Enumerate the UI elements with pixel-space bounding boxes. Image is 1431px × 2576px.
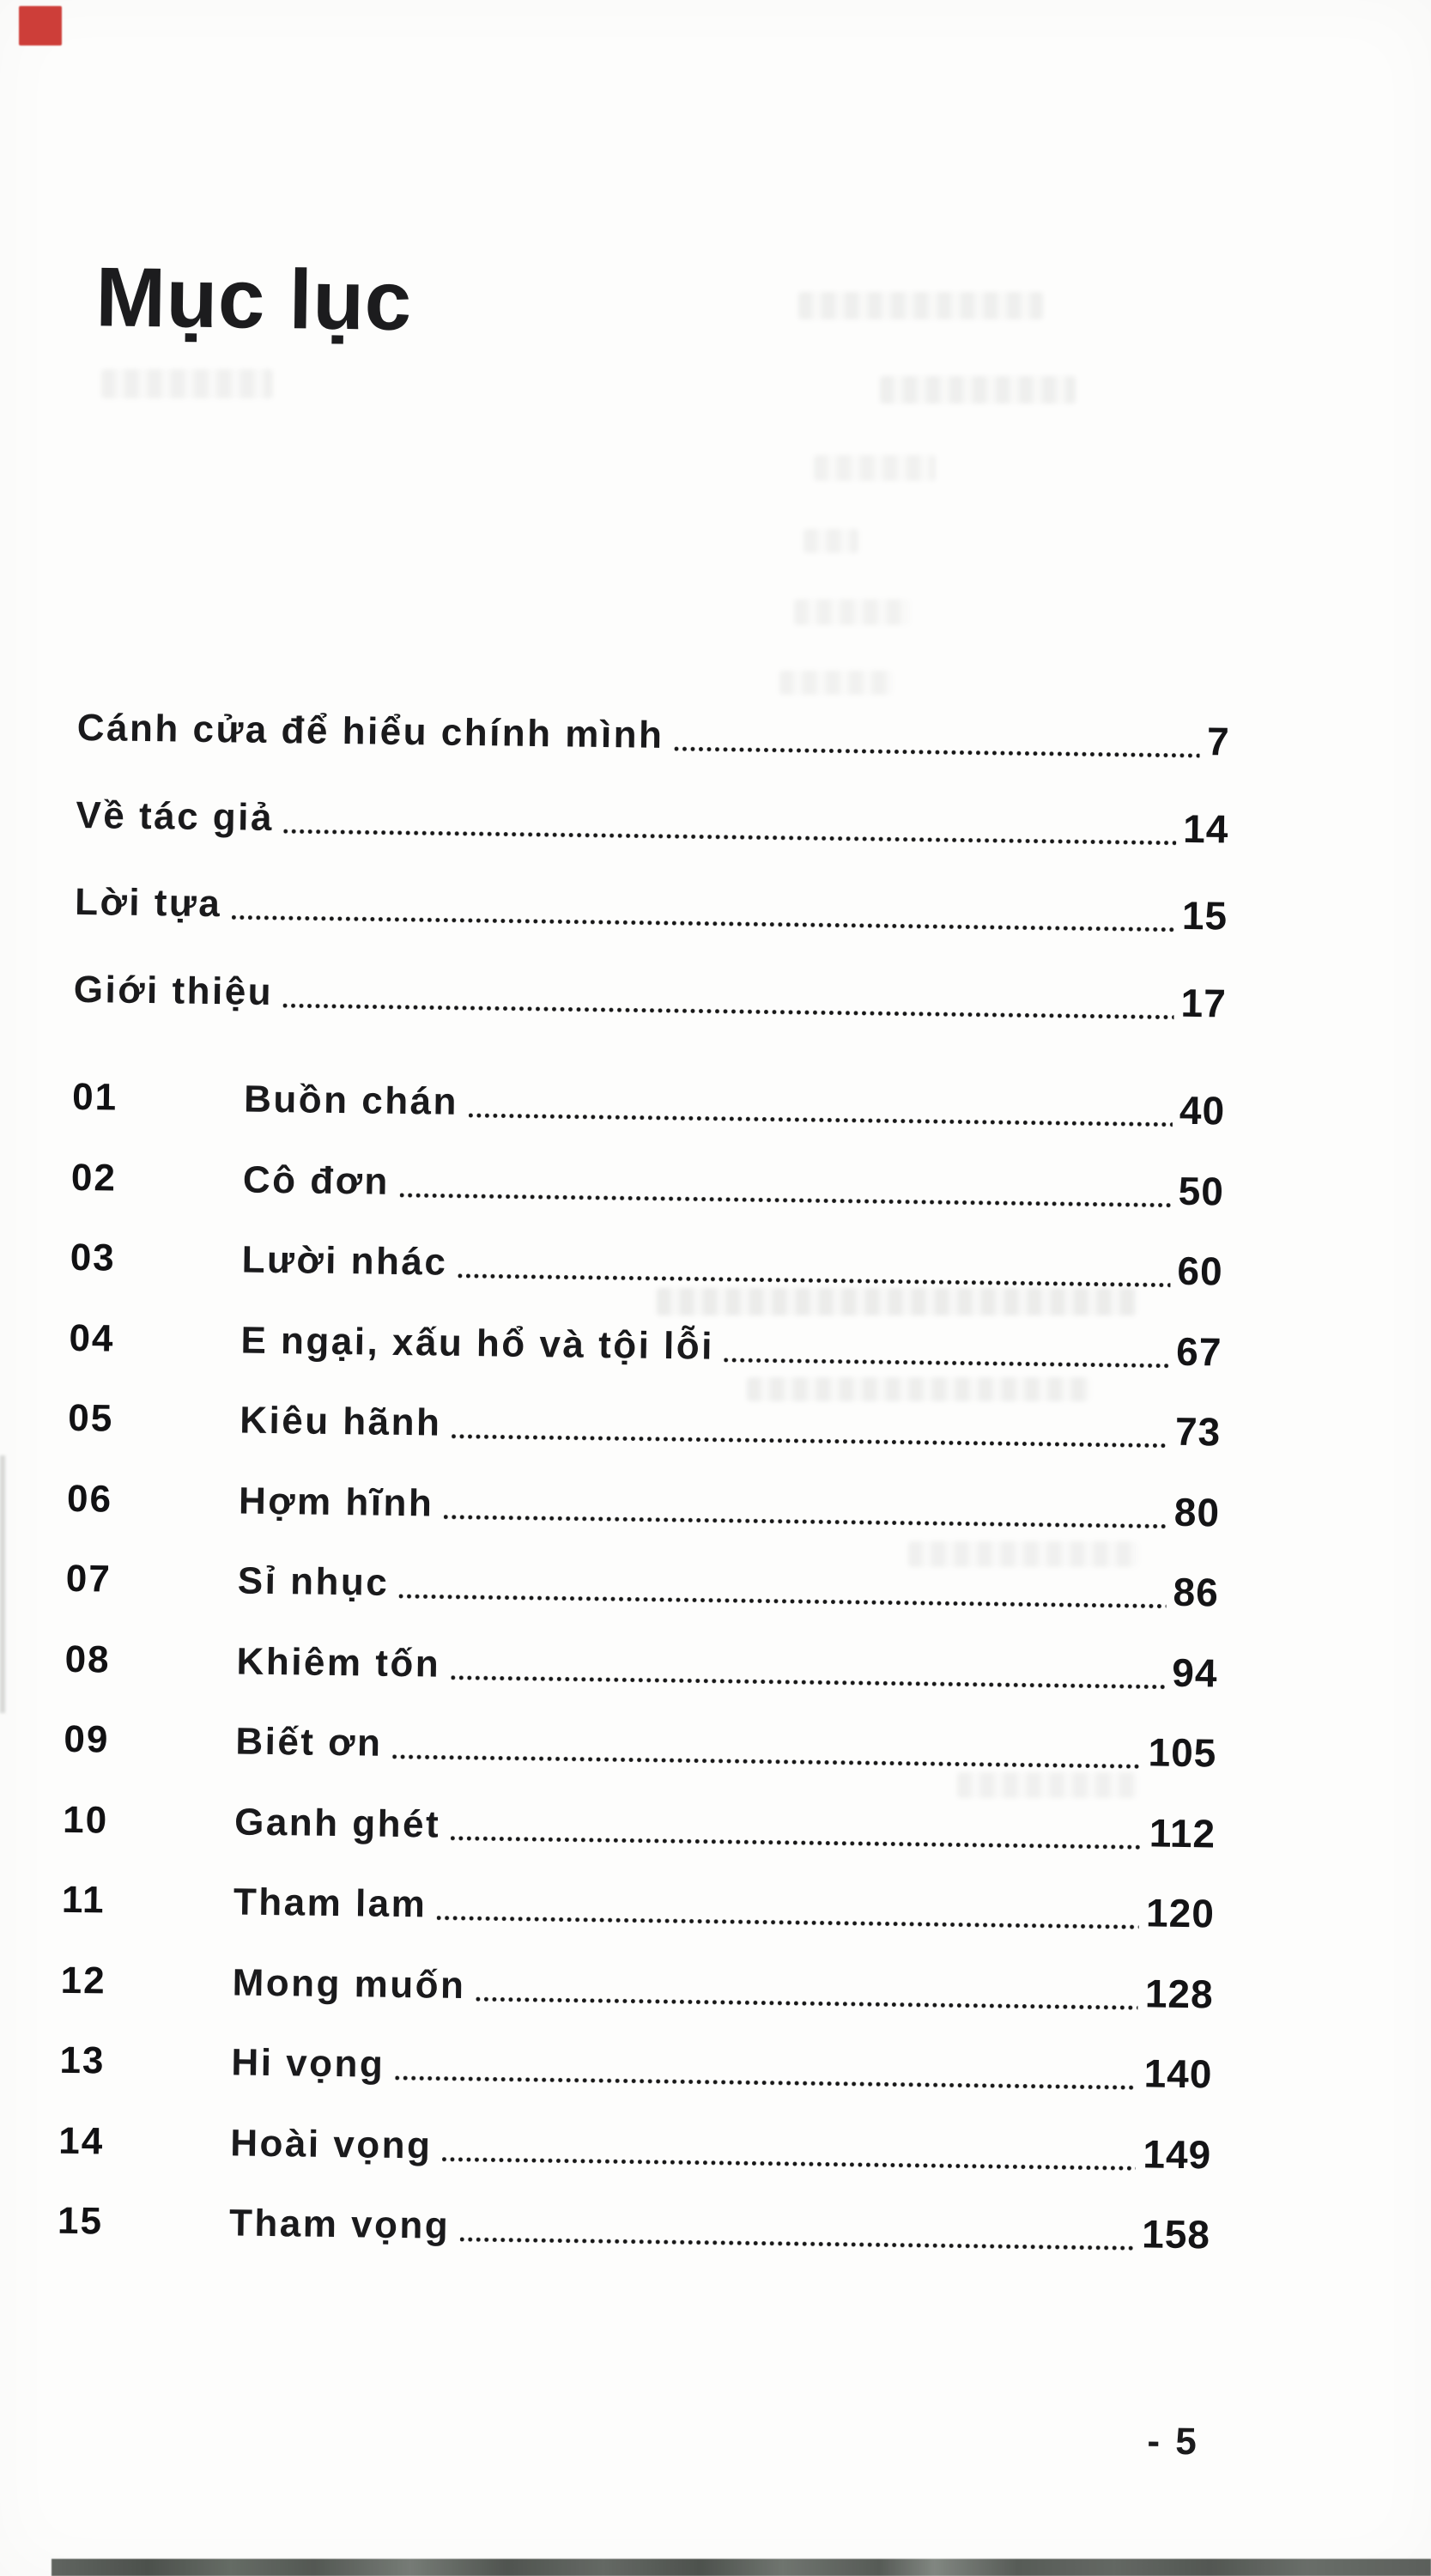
dotted-leader — [476, 1996, 1137, 2010]
dotted-leader — [460, 2237, 1135, 2251]
chapter-number: 12 — [60, 1959, 107, 2002]
entry-title: Lời tựa — [74, 880, 222, 926]
entry-page-number: 158 — [1141, 2211, 1211, 2257]
dotted-leader — [392, 1753, 1141, 1768]
toc-row — [64, 1716, 1217, 1777]
toc-row — [69, 1315, 1222, 1376]
dotted-leader — [458, 1273, 1170, 1287]
entry-page-number: 80 — [1173, 1489, 1221, 1535]
dotted-leader — [232, 914, 1175, 932]
chapter-number: 06 — [66, 1477, 113, 1521]
dotted-leader — [399, 1594, 1166, 1609]
entry-title: Hợm hĩnh — [238, 1479, 434, 1525]
entry-page-number: 50 — [1178, 1168, 1225, 1214]
entry-page-number: 120 — [1145, 1890, 1216, 1936]
dotted-leader — [444, 1514, 1167, 1528]
toc-row — [75, 878, 1228, 939]
toc-row — [71, 1154, 1225, 1215]
entry-page-number: 40 — [1179, 1087, 1226, 1133]
chapter-number: 02 — [70, 1156, 118, 1200]
entry-title: Hoài vọng — [229, 2122, 433, 2167]
entry-page-number: 15 — [1181, 892, 1228, 939]
dotted-leader — [283, 1003, 1174, 1020]
entry-page-number: 86 — [1173, 1569, 1220, 1615]
chapter-number: 05 — [67, 1396, 114, 1440]
toc-row — [63, 1796, 1216, 1857]
toc-row — [73, 966, 1227, 1027]
entry-title: Tham lam — [233, 1880, 427, 1926]
dotted-leader — [400, 1193, 1172, 1208]
dotted-leader — [674, 746, 1200, 758]
entry-page-number: 60 — [1177, 1248, 1224, 1294]
entry-title: Khiêm tốn — [236, 1640, 441, 1686]
entry-title: Về tác giả — [76, 793, 275, 839]
chapter-number: 04 — [69, 1316, 115, 1360]
entry-page-number: 7 — [1206, 719, 1231, 764]
entry-page-number: 94 — [1172, 1649, 1218, 1696]
dotted-leader — [469, 1113, 1173, 1127]
entry-page-number: 105 — [1148, 1729, 1217, 1776]
chapter-number: 15 — [57, 2199, 104, 2243]
entry-title: Hi vọng — [231, 2041, 385, 2086]
entry-title: E ngại, xấu hổ và tội lỗi — [240, 1319, 715, 1368]
entry-page-number: 67 — [1175, 1328, 1222, 1375]
chapter-number: 11 — [61, 1878, 106, 1922]
entry-title: Cánh cửa để hiểu chính mình — [76, 706, 664, 756]
toc-row — [76, 792, 1229, 853]
toc-row — [60, 1957, 1214, 2018]
toc-row — [72, 1073, 1226, 1134]
dotted-leader — [395, 2075, 1137, 2090]
chapter-number: 09 — [64, 1717, 110, 1761]
entry-page-number: 149 — [1143, 2131, 1212, 2178]
page-number: - 5 — [1147, 2420, 1200, 2464]
entry-title: Sỉ nhục — [237, 1559, 390, 1604]
chapter-number: 08 — [64, 1637, 111, 1681]
entry-title: Mong muốn — [232, 1961, 466, 2008]
dotted-leader — [725, 1357, 1169, 1368]
entry-title: Ganh ghét — [233, 1801, 441, 1846]
dotted-leader — [442, 2156, 1136, 2171]
toc-row — [62, 1876, 1216, 1937]
dotted-leader — [452, 1433, 1168, 1448]
entry-title: Biết ơn — [235, 1720, 383, 1765]
dotted-leader — [451, 1835, 1143, 1850]
entry-page-number: 112 — [1149, 1810, 1216, 1856]
toc-row — [58, 2197, 1211, 2258]
dotted-leader — [437, 1915, 1139, 1929]
entry-page-number: 14 — [1182, 805, 1229, 852]
page-title: Mục lục — [94, 249, 413, 349]
toc-row — [64, 1636, 1218, 1697]
entry-title: Kiêu hãnh — [239, 1399, 442, 1444]
chapter-number: 13 — [59, 2038, 106, 2082]
chapter-number: 07 — [65, 1557, 112, 1601]
entry-title: Lười nhác — [241, 1238, 448, 1284]
entry-title: Cô đơn — [242, 1158, 391, 1203]
entry-title: Giới thiệu — [73, 968, 274, 1013]
entry-page-number: 17 — [1180, 980, 1228, 1026]
toc-row — [76, 704, 1230, 765]
chapter-number: 14 — [58, 2119, 105, 2163]
chapter-number: 10 — [62, 1798, 109, 1842]
scan-edge-bar — [52, 2559, 1431, 2576]
dotted-leader — [284, 829, 1176, 846]
entry-title: Tham vọng — [228, 2202, 451, 2247]
entry-page-number: 128 — [1144, 1971, 1214, 2017]
toc-row — [59, 2037, 1213, 2098]
entry-page-number: 73 — [1174, 1408, 1222, 1455]
chapter-number: 01 — [71, 1075, 118, 1119]
entry-title: Buồn chán — [243, 1078, 459, 1123]
dotted-leader — [451, 1674, 1165, 1689]
toc-row — [66, 1555, 1220, 1616]
toc-row — [70, 1234, 1223, 1295]
toc-row — [68, 1394, 1222, 1455]
entry-page-number: 140 — [1143, 2050, 1213, 2097]
chapter-number: 03 — [70, 1236, 117, 1279]
toc-row — [58, 2117, 1212, 2178]
toc-row — [67, 1475, 1221, 1536]
